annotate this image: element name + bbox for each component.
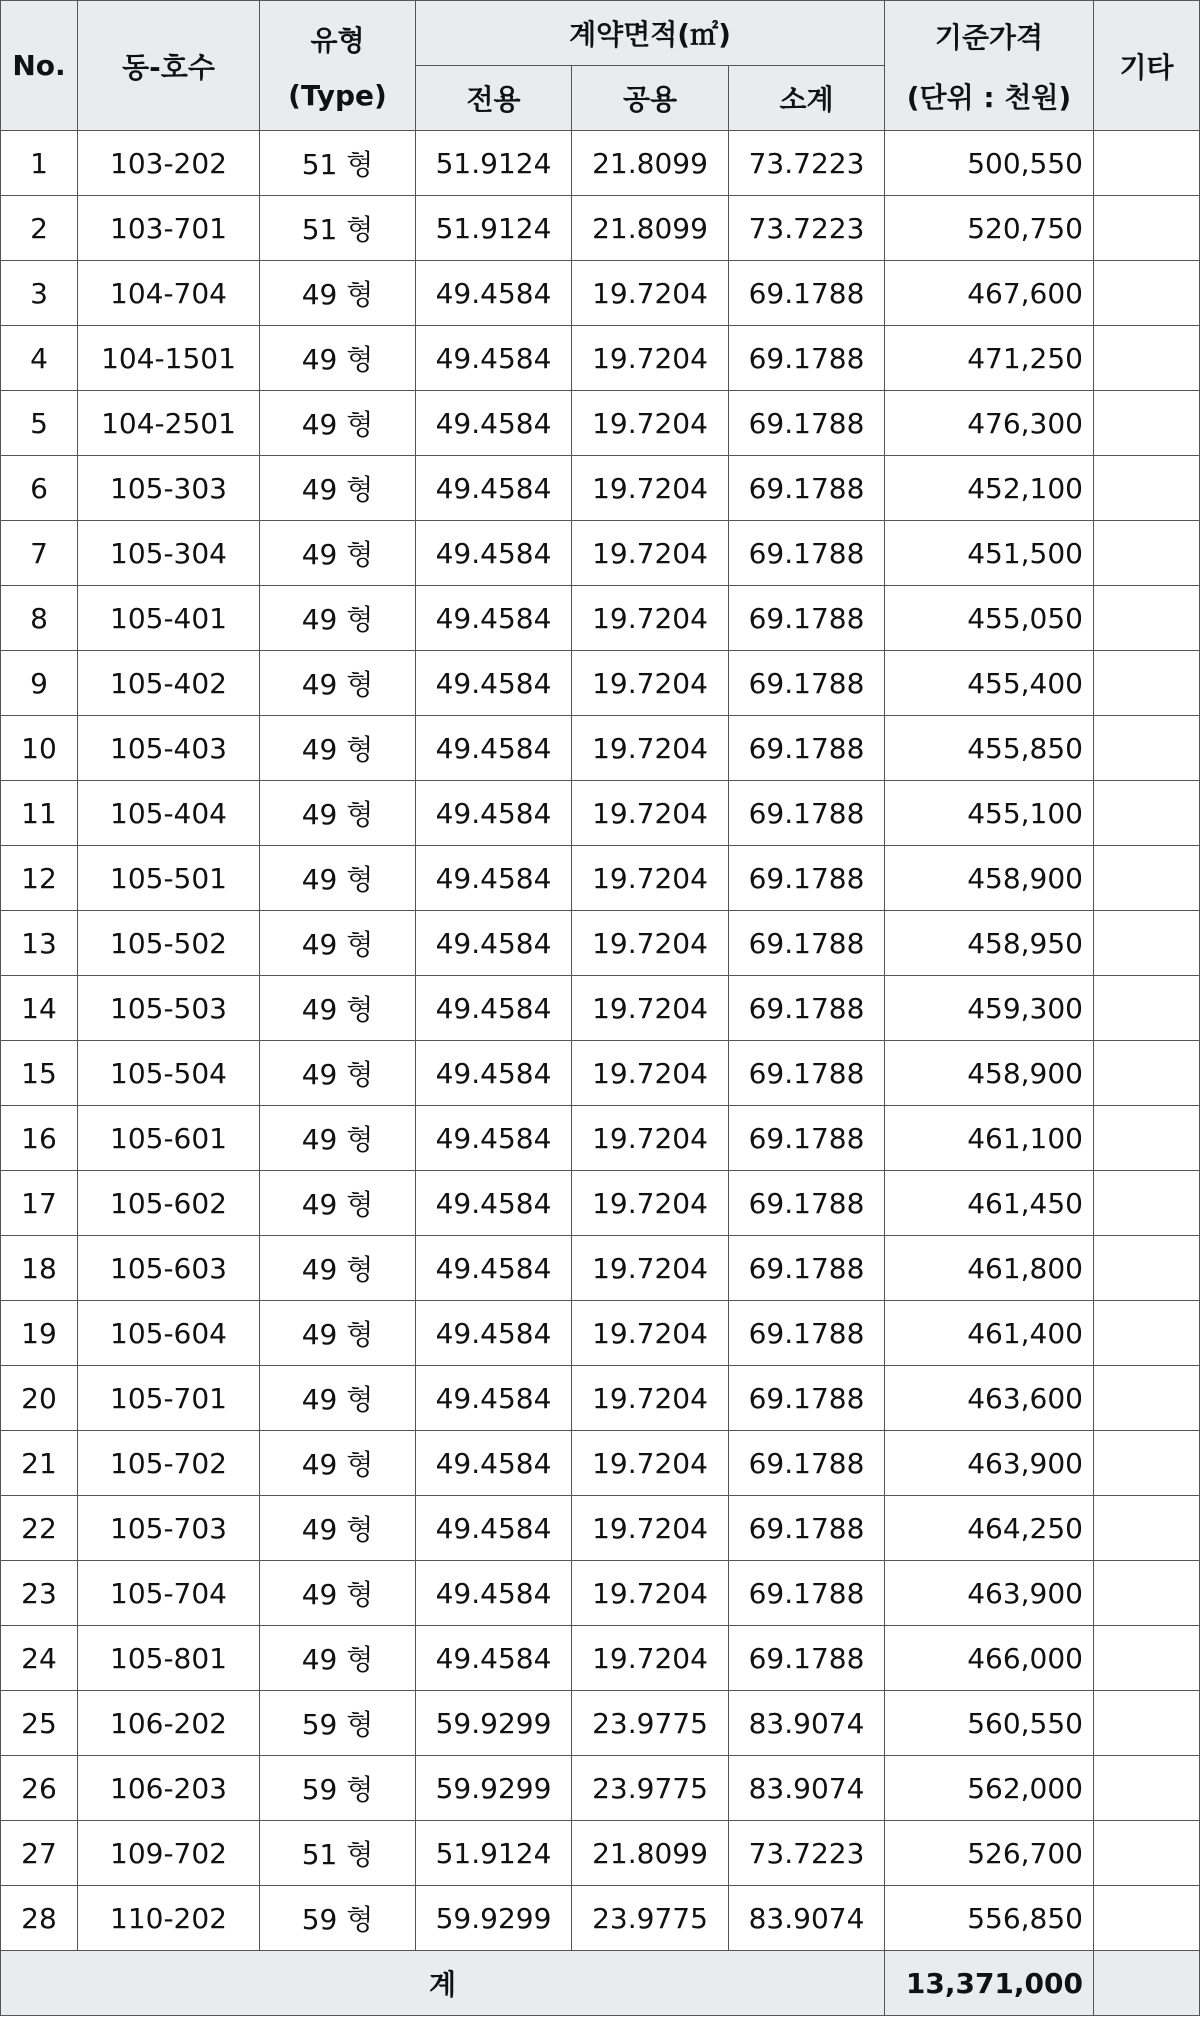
cell-dong-ho: 105-503 xyxy=(78,976,260,1041)
cell-area-common: 19.7204 xyxy=(572,586,729,651)
cell-area-subtotal: 69.1788 xyxy=(729,326,885,391)
cell-area-exclusive: 49.4584 xyxy=(416,1301,572,1366)
cell-base-price: 452,100 xyxy=(885,456,1094,521)
cell-type: 51 형 xyxy=(260,131,416,196)
cell-area-exclusive: 49.4584 xyxy=(416,1496,572,1561)
cell-area-exclusive: 49.4584 xyxy=(416,261,572,326)
cell-area-common: 21.8099 xyxy=(572,196,729,261)
cell-area-common: 19.7204 xyxy=(572,911,729,976)
cell-area-exclusive: 49.4584 xyxy=(416,326,572,391)
cell-base-price: 461,800 xyxy=(885,1236,1094,1301)
header-contract-area: 계약면적(㎡) xyxy=(416,1,885,66)
cell-dong-ho: 105-702 xyxy=(78,1431,260,1496)
cell-area-subtotal: 69.1788 xyxy=(729,651,885,716)
cell-type: 49 형 xyxy=(260,1626,416,1691)
cell-dong-ho: 105-602 xyxy=(78,1171,260,1236)
cell-no: 21 xyxy=(1,1431,78,1496)
cell-area-exclusive: 51.9124 xyxy=(416,196,572,261)
cell-type: 49 형 xyxy=(260,1561,416,1626)
cell-dong-ho: 104-1501 xyxy=(78,326,260,391)
cell-no: 19 xyxy=(1,1301,78,1366)
cell-area-subtotal: 69.1788 xyxy=(729,716,885,781)
cell-type: 49 형 xyxy=(260,1236,416,1301)
header-type xyxy=(260,1,416,131)
cell-area-common: 19.7204 xyxy=(572,846,729,911)
cell-area-exclusive: 49.4584 xyxy=(416,1431,572,1496)
cell-area-subtotal: 73.7223 xyxy=(729,1821,885,1886)
cell-base-price: 451,500 xyxy=(885,521,1094,586)
cell-area-common: 19.7204 xyxy=(572,1236,729,1301)
cell-base-price: 471,250 xyxy=(885,326,1094,391)
cell-dong-ho: 105-504 xyxy=(78,1041,260,1106)
cell-area-subtotal: 69.1788 xyxy=(729,846,885,911)
cell-dong-ho: 105-801 xyxy=(78,1626,260,1691)
cell-area-common: 19.7204 xyxy=(572,1431,729,1496)
cell-dong-ho: 105-404 xyxy=(78,781,260,846)
cell-base-price: 459,300 xyxy=(885,976,1094,1041)
cell-type: 59 형 xyxy=(260,1886,416,1951)
cell-area-exclusive: 59.9299 xyxy=(416,1756,572,1821)
cell-area-subtotal: 69.1788 xyxy=(729,781,885,846)
cell-area-subtotal: 83.9074 xyxy=(729,1886,885,1951)
cell-etc xyxy=(1094,716,1200,781)
header-base-price xyxy=(885,1,1094,131)
cell-type: 49 형 xyxy=(260,1431,416,1496)
cell-area-exclusive: 49.4584 xyxy=(416,1106,572,1171)
cell-area-common: 23.9775 xyxy=(572,1691,729,1756)
cell-etc xyxy=(1094,1756,1200,1821)
cell-etc xyxy=(1094,391,1200,456)
cell-no: 11 xyxy=(1,781,78,846)
cell-area-common: 19.7204 xyxy=(572,391,729,456)
cell-type: 49 형 xyxy=(260,846,416,911)
table-row xyxy=(1,196,1200,261)
cell-base-price: 461,450 xyxy=(885,1171,1094,1236)
cell-area-subtotal: 69.1788 xyxy=(729,1496,885,1561)
cell-base-price: 500,550 xyxy=(885,131,1094,196)
cell-type: 49 형 xyxy=(260,326,416,391)
table-row xyxy=(1,1106,1200,1171)
cell-base-price: 560,550 xyxy=(885,1691,1094,1756)
cell-etc xyxy=(1094,1496,1200,1561)
cell-dong-ho: 105-403 xyxy=(78,716,260,781)
cell-area-subtotal: 69.1788 xyxy=(729,911,885,976)
table-row xyxy=(1,456,1200,521)
cell-area-common: 19.7204 xyxy=(572,651,729,716)
cell-area-subtotal: 69.1788 xyxy=(729,1171,885,1236)
header-dong-ho: 동-호수 xyxy=(78,1,260,131)
cell-type: 49 형 xyxy=(260,1106,416,1171)
cell-area-exclusive: 51.9124 xyxy=(416,1821,572,1886)
cell-type: 49 형 xyxy=(260,911,416,976)
cell-no: 28 xyxy=(1,1886,78,1951)
cell-base-price: 526,700 xyxy=(885,1821,1094,1886)
cell-type: 49 형 xyxy=(260,521,416,586)
header-no: No. xyxy=(1,1,78,131)
header-type-korean: 유형 xyxy=(310,24,365,57)
table-row xyxy=(1,846,1200,911)
table-row xyxy=(1,521,1200,586)
cell-dong-ho: 105-701 xyxy=(78,1366,260,1431)
cell-type: 49 형 xyxy=(260,261,416,326)
cell-dong-ho: 105-603 xyxy=(78,1236,260,1301)
cell-area-subtotal: 69.1788 xyxy=(729,1366,885,1431)
cell-type: 51 형 xyxy=(260,196,416,261)
cell-area-exclusive: 49.4584 xyxy=(416,391,572,456)
table-row xyxy=(1,651,1200,716)
table-row xyxy=(1,1301,1200,1366)
cell-area-exclusive: 49.4584 xyxy=(416,846,572,911)
cell-area-exclusive: 49.4584 xyxy=(416,1366,572,1431)
cell-etc xyxy=(1094,781,1200,846)
cell-type: 51 형 xyxy=(260,1821,416,1886)
cell-area-subtotal: 83.9074 xyxy=(729,1756,885,1821)
cell-no: 10 xyxy=(1,716,78,781)
cell-area-exclusive: 49.4584 xyxy=(416,1236,572,1301)
cell-dong-ho: 105-303 xyxy=(78,456,260,521)
cell-type: 49 형 xyxy=(260,456,416,521)
cell-no: 25 xyxy=(1,1691,78,1756)
table-row xyxy=(1,781,1200,846)
cell-base-price: 458,900 xyxy=(885,1041,1094,1106)
header-base-price-unit: (단위 : 천원) xyxy=(906,80,1072,114)
cell-type: 49 형 xyxy=(260,781,416,846)
cell-area-exclusive: 49.4584 xyxy=(416,651,572,716)
cell-type: 59 형 xyxy=(260,1756,416,1821)
cell-area-subtotal: 69.1788 xyxy=(729,1626,885,1691)
table-row xyxy=(1,1561,1200,1626)
cell-etc xyxy=(1094,1301,1200,1366)
table-row xyxy=(1,1821,1200,1886)
cell-area-subtotal: 73.7223 xyxy=(729,196,885,261)
cell-base-price: 455,100 xyxy=(885,781,1094,846)
cell-area-exclusive: 49.4584 xyxy=(416,781,572,846)
cell-area-exclusive: 49.4584 xyxy=(416,456,572,521)
cell-dong-ho: 104-2501 xyxy=(78,391,260,456)
cell-area-subtotal: 69.1788 xyxy=(729,521,885,586)
cell-etc xyxy=(1094,846,1200,911)
cell-area-common: 19.7204 xyxy=(572,1041,729,1106)
cell-dong-ho: 105-703 xyxy=(78,1496,260,1561)
cell-no: 20 xyxy=(1,1366,78,1431)
cell-base-price: 461,400 xyxy=(885,1301,1094,1366)
cell-etc xyxy=(1094,1106,1200,1171)
table-row xyxy=(1,391,1200,456)
table-row xyxy=(1,1366,1200,1431)
cell-area-common: 19.7204 xyxy=(572,326,729,391)
cell-no: 18 xyxy=(1,1236,78,1301)
cell-area-exclusive: 49.4584 xyxy=(416,586,572,651)
cell-base-price: 458,950 xyxy=(885,911,1094,976)
cell-dong-ho: 105-704 xyxy=(78,1561,260,1626)
cell-area-exclusive: 51.9124 xyxy=(416,131,572,196)
cell-etc xyxy=(1094,1171,1200,1236)
cell-base-price: 556,850 xyxy=(885,1886,1094,1951)
cell-no: 1 xyxy=(1,131,78,196)
cell-dong-ho: 105-304 xyxy=(78,521,260,586)
cell-dong-ho: 109-702 xyxy=(78,1821,260,1886)
cell-area-common: 19.7204 xyxy=(572,976,729,1041)
cell-type: 49 형 xyxy=(260,1171,416,1236)
cell-area-common: 19.7204 xyxy=(572,1106,729,1171)
cell-no: 16 xyxy=(1,1106,78,1171)
cell-etc xyxy=(1094,261,1200,326)
cell-type: 49 형 xyxy=(260,976,416,1041)
cell-area-subtotal: 69.1788 xyxy=(729,1301,885,1366)
cell-type: 49 형 xyxy=(260,716,416,781)
cell-base-price: 455,400 xyxy=(885,651,1094,716)
cell-area-subtotal: 69.1788 xyxy=(729,1561,885,1626)
cell-no: 3 xyxy=(1,261,78,326)
header-etc: 기타 xyxy=(1094,1,1200,131)
cell-base-price: 562,000 xyxy=(885,1756,1094,1821)
cell-no: 23 xyxy=(1,1561,78,1626)
cell-area-exclusive: 59.9299 xyxy=(416,1886,572,1951)
cell-type: 49 형 xyxy=(260,586,416,651)
cell-no: 9 xyxy=(1,651,78,716)
cell-no: 26 xyxy=(1,1756,78,1821)
cell-area-subtotal: 83.9074 xyxy=(729,1691,885,1756)
cell-dong-ho: 105-604 xyxy=(78,1301,260,1366)
cell-area-common: 23.9775 xyxy=(572,1756,729,1821)
cell-base-price: 520,750 xyxy=(885,196,1094,261)
cell-area-common: 19.7204 xyxy=(572,781,729,846)
cell-type: 49 형 xyxy=(260,1301,416,1366)
total-price: 13,371,000 xyxy=(885,1951,1094,2016)
table-row xyxy=(1,1626,1200,1691)
table-row xyxy=(1,1171,1200,1236)
cell-no: 8 xyxy=(1,586,78,651)
table-row xyxy=(1,1041,1200,1106)
cell-etc xyxy=(1094,131,1200,196)
cell-area-common: 19.7204 xyxy=(572,456,729,521)
cell-etc xyxy=(1094,1691,1200,1756)
cell-area-subtotal: 69.1788 xyxy=(729,1106,885,1171)
cell-dong-ho: 105-401 xyxy=(78,586,260,651)
table-body xyxy=(1,131,1200,1951)
header-type-english: (Type) xyxy=(288,79,387,112)
cell-area-exclusive: 49.4584 xyxy=(416,1561,572,1626)
table-row xyxy=(1,131,1200,196)
cell-dong-ho: 105-402 xyxy=(78,651,260,716)
table-footer xyxy=(1,1951,1200,2016)
cell-area-exclusive: 49.4584 xyxy=(416,1626,572,1691)
cell-dong-ho: 110-202 xyxy=(78,1886,260,1951)
table-row xyxy=(1,1886,1200,1951)
cell-area-subtotal: 69.1788 xyxy=(729,976,885,1041)
cell-area-subtotal: 69.1788 xyxy=(729,261,885,326)
cell-area-exclusive: 49.4584 xyxy=(416,521,572,586)
header-area-exclusive: 전용 xyxy=(416,66,572,131)
cell-dong-ho: 105-501 xyxy=(78,846,260,911)
cell-no: 4 xyxy=(1,326,78,391)
cell-dong-ho: 103-701 xyxy=(78,196,260,261)
cell-base-price: 467,600 xyxy=(885,261,1094,326)
cell-area-common: 21.8099 xyxy=(572,1821,729,1886)
cell-base-price: 458,900 xyxy=(885,846,1094,911)
cell-base-price: 461,100 xyxy=(885,1106,1094,1171)
cell-area-common: 19.7204 xyxy=(572,1626,729,1691)
table-row xyxy=(1,1496,1200,1561)
table-row xyxy=(1,1431,1200,1496)
cell-no: 7 xyxy=(1,521,78,586)
cell-no: 27 xyxy=(1,1821,78,1886)
cell-area-subtotal: 69.1788 xyxy=(729,1431,885,1496)
table-row xyxy=(1,1756,1200,1821)
cell-dong-ho: 105-502 xyxy=(78,911,260,976)
cell-no: 6 xyxy=(1,456,78,521)
cell-area-common: 19.7204 xyxy=(572,261,729,326)
cell-etc xyxy=(1094,1626,1200,1691)
table-row xyxy=(1,976,1200,1041)
cell-etc xyxy=(1094,651,1200,716)
cell-etc xyxy=(1094,1561,1200,1626)
table-header xyxy=(1,1,1200,131)
cell-dong-ho: 103-202 xyxy=(78,131,260,196)
cell-no: 5 xyxy=(1,391,78,456)
cell-no: 15 xyxy=(1,1041,78,1106)
cell-etc xyxy=(1094,911,1200,976)
cell-base-price: 463,900 xyxy=(885,1431,1094,1496)
cell-area-exclusive: 49.4584 xyxy=(416,1171,572,1236)
cell-no: 2 xyxy=(1,196,78,261)
cell-no: 22 xyxy=(1,1496,78,1561)
cell-etc xyxy=(1094,976,1200,1041)
cell-area-common: 19.7204 xyxy=(572,1301,729,1366)
cell-no: 12 xyxy=(1,846,78,911)
cell-no: 13 xyxy=(1,911,78,976)
total-etc-cell xyxy=(1094,1951,1200,2016)
cell-etc xyxy=(1094,1366,1200,1431)
cell-area-subtotal: 69.1788 xyxy=(729,391,885,456)
cell-area-exclusive: 59.9299 xyxy=(416,1691,572,1756)
cell-area-common: 21.8099 xyxy=(572,131,729,196)
cell-etc xyxy=(1094,1041,1200,1106)
cell-type: 49 형 xyxy=(260,391,416,456)
cell-etc xyxy=(1094,1236,1200,1301)
cell-area-exclusive: 49.4584 xyxy=(416,976,572,1041)
cell-type: 49 형 xyxy=(260,651,416,716)
cell-area-exclusive: 49.4584 xyxy=(416,1041,572,1106)
cell-dong-ho: 105-601 xyxy=(78,1106,260,1171)
header-area-common: 공용 xyxy=(572,66,729,131)
table-row xyxy=(1,716,1200,781)
table-row xyxy=(1,326,1200,391)
cell-area-subtotal: 69.1788 xyxy=(729,586,885,651)
cell-base-price: 455,050 xyxy=(885,586,1094,651)
cell-area-common: 23.9775 xyxy=(572,1886,729,1951)
cell-type: 49 형 xyxy=(260,1366,416,1431)
table-row xyxy=(1,586,1200,651)
cell-area-subtotal: 73.7223 xyxy=(729,131,885,196)
cell-type: 49 형 xyxy=(260,1041,416,1106)
cell-etc xyxy=(1094,521,1200,586)
cell-no: 17 xyxy=(1,1171,78,1236)
cell-etc xyxy=(1094,1886,1200,1951)
table-row xyxy=(1,1691,1200,1756)
cell-area-subtotal: 69.1788 xyxy=(729,1041,885,1106)
cell-etc xyxy=(1094,456,1200,521)
cell-area-common: 19.7204 xyxy=(572,1496,729,1561)
cell-area-common: 19.7204 xyxy=(572,716,729,781)
cell-area-subtotal: 69.1788 xyxy=(729,456,885,521)
cell-area-common: 19.7204 xyxy=(572,1561,729,1626)
cell-dong-ho: 106-203 xyxy=(78,1756,260,1821)
cell-type: 59 형 xyxy=(260,1691,416,1756)
cell-no: 14 xyxy=(1,976,78,1041)
cell-base-price: 466,000 xyxy=(885,1626,1094,1691)
cell-etc xyxy=(1094,1821,1200,1886)
table-row xyxy=(1,261,1200,326)
cell-base-price: 463,600 xyxy=(885,1366,1094,1431)
header-area-subtotal: 소계 xyxy=(729,66,885,131)
cell-area-exclusive: 49.4584 xyxy=(416,716,572,781)
cell-base-price: 463,900 xyxy=(885,1561,1094,1626)
cell-dong-ho: 106-202 xyxy=(78,1691,260,1756)
cell-base-price: 476,300 xyxy=(885,391,1094,456)
table-row xyxy=(1,911,1200,976)
cell-dong-ho: 104-704 xyxy=(78,261,260,326)
cell-base-price: 464,250 xyxy=(885,1496,1094,1561)
cell-base-price: 455,850 xyxy=(885,716,1094,781)
cell-area-common: 19.7204 xyxy=(572,1171,729,1236)
cell-area-common: 19.7204 xyxy=(572,1366,729,1431)
cell-etc xyxy=(1094,1431,1200,1496)
cell-area-common: 19.7204 xyxy=(572,521,729,586)
cell-etc xyxy=(1094,326,1200,391)
cell-type: 49 형 xyxy=(260,1496,416,1561)
cell-area-subtotal: 69.1788 xyxy=(729,1236,885,1301)
cell-etc xyxy=(1094,586,1200,651)
cell-etc xyxy=(1094,196,1200,261)
total-label: 계 xyxy=(1,1951,885,2016)
table-row xyxy=(1,1236,1200,1301)
cell-no: 24 xyxy=(1,1626,78,1691)
header-base-price-title: 기준가격 xyxy=(934,20,1044,54)
cell-area-exclusive: 49.4584 xyxy=(416,911,572,976)
